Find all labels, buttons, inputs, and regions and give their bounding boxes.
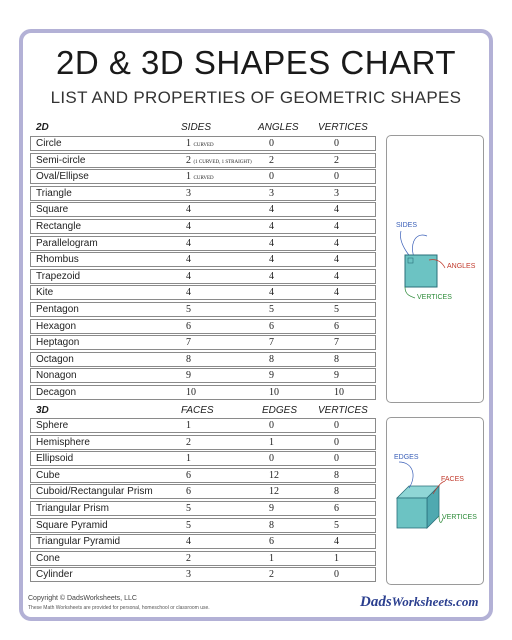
cell-value: 2 <box>186 154 191 166</box>
cell-vertices <box>334 204 339 215</box>
shape-name: Circle <box>36 138 62 149</box>
cell-value: 1 <box>269 436 274 448</box>
table-row <box>30 368 376 383</box>
cell-value: 5 <box>186 503 191 514</box>
header-sides: SIDES <box>181 122 212 133</box>
cell-sides <box>186 254 191 265</box>
cell-sides <box>186 370 191 381</box>
table-row <box>30 153 376 168</box>
cell-value: 5 <box>334 519 339 531</box>
cell-value: 4 <box>186 237 191 249</box>
cell-value: 10 <box>334 387 344 398</box>
cell-value: 5 <box>186 304 191 315</box>
cell-vertices <box>334 569 339 580</box>
cell-sides <box>186 204 191 215</box>
cell-vertices <box>334 354 339 365</box>
shape-name: Cuboid/Rectangular Prism <box>36 486 153 498</box>
shape-name: Triangular Pyramid <box>36 536 121 548</box>
label-faces: FACES <box>441 476 464 483</box>
shape-name: Heptagon <box>36 337 80 349</box>
table-row <box>30 319 376 334</box>
diagram-2d-box <box>386 135 484 403</box>
cell-value: 4 <box>334 536 339 548</box>
cell-value: 6 <box>334 503 339 514</box>
shape-name: Nonagon <box>36 370 77 382</box>
cell-value: 4 <box>186 287 191 299</box>
cell-faces <box>186 569 191 580</box>
cell-value: 1 <box>186 453 191 465</box>
cell-value: 2 <box>334 154 339 166</box>
cell-vertices <box>334 470 339 481</box>
sides-note: (1 CURVED, 1 STRAIGHT) <box>193 159 252 165</box>
cell-value: 6 <box>186 469 191 481</box>
cell-value: 1 <box>186 420 191 431</box>
cell-angles <box>269 337 274 348</box>
cell-vertices <box>334 536 339 547</box>
cell-value: 6 <box>186 486 191 498</box>
table-row <box>30 352 376 367</box>
label-vertices-2d: VERTICES <box>417 294 452 301</box>
table-row <box>30 484 376 499</box>
cell-value: 0 <box>334 453 339 465</box>
cell-value: 4 <box>334 287 339 299</box>
cell-value: 4 <box>269 221 274 232</box>
table-row <box>30 219 376 234</box>
cell-value: 12 <box>269 469 279 481</box>
cell-angles <box>269 204 274 215</box>
cell-value: 0 <box>334 569 339 581</box>
cell-value: 4 <box>186 221 191 232</box>
cell-value: 4 <box>334 254 339 266</box>
table-row <box>30 501 376 516</box>
cell-vertices <box>334 304 339 315</box>
cell-angles <box>269 221 274 232</box>
cell-angles <box>269 370 274 381</box>
header-2d: 2D <box>36 122 49 133</box>
table-row <box>30 269 376 284</box>
label-vertices-3d: VERTICES <box>442 514 477 521</box>
table-row <box>30 551 376 566</box>
cube-diagram <box>387 418 483 584</box>
cell-value: 8 <box>269 519 274 531</box>
cell-vertices <box>334 221 339 232</box>
table-row <box>30 534 376 549</box>
cell-faces <box>186 536 191 547</box>
shape-name: Hemisphere <box>36 436 90 448</box>
shape-name: Pentagon <box>36 304 79 315</box>
header-3d: 3D <box>36 405 49 416</box>
shape-name: Kite <box>36 287 54 299</box>
cell-value: 4 <box>186 204 191 216</box>
cell-edges <box>269 569 274 580</box>
cell-edges <box>269 486 279 497</box>
cell-angles <box>269 254 274 265</box>
sides-note: CURVED <box>193 143 214 148</box>
cell-value: 8 <box>334 486 339 498</box>
cell-edges <box>269 420 274 431</box>
cell-vertices <box>334 337 339 348</box>
cell-vertices <box>334 287 339 298</box>
cell-sides <box>186 188 191 199</box>
shape-name: Hexagon <box>36 320 77 332</box>
cell-value: 4 <box>269 254 274 266</box>
shape-name: Triangular Prism <box>36 503 109 514</box>
table-row <box>30 418 376 433</box>
table-row <box>30 385 376 400</box>
cell-value: 0 <box>269 138 274 149</box>
cell-vertices <box>334 453 339 464</box>
cell-value: 8 <box>186 353 191 365</box>
cell-sides <box>186 387 196 398</box>
shape-name: Cube <box>36 469 60 481</box>
cell-sides <box>186 238 191 249</box>
cell-sides <box>186 321 191 332</box>
cell-angles <box>269 354 274 365</box>
cell-value: 8 <box>269 353 274 365</box>
cell-value: 0 <box>334 171 339 183</box>
cell-faces <box>186 470 191 481</box>
cell-value: 5 <box>269 304 274 315</box>
table-row <box>30 567 376 582</box>
cell-value: 12 <box>269 486 279 498</box>
shape-name: Sphere <box>36 420 69 431</box>
cell-vertices <box>334 486 339 497</box>
cell-faces <box>186 437 191 448</box>
table-row <box>30 302 376 317</box>
cell-angles <box>269 271 274 282</box>
cell-angles <box>269 188 274 199</box>
shape-name: Square Pyramid <box>36 519 108 531</box>
cell-sides <box>186 271 191 282</box>
cell-value: 4 <box>269 287 274 299</box>
cell-value: 10 <box>269 387 279 398</box>
cell-faces <box>186 453 191 464</box>
sides-note: CURVED <box>193 176 214 182</box>
cell-sides <box>186 304 191 315</box>
cell-value: 0 <box>334 420 339 431</box>
cell-value: 4 <box>269 237 274 249</box>
table-row <box>30 468 376 483</box>
label-angles: ANGLES <box>447 263 476 270</box>
header-vertices-2d: VERTICES <box>318 122 368 133</box>
table-row <box>30 285 376 300</box>
cell-value: 4 <box>334 221 339 232</box>
cell-sides <box>186 155 252 166</box>
shape-name: Cylinder <box>36 569 73 581</box>
cell-edges <box>269 520 274 531</box>
shape-name: Rhombus <box>36 254 79 266</box>
cell-sides <box>186 171 214 182</box>
cell-value: 1 <box>186 171 191 183</box>
cell-vertices <box>334 188 339 199</box>
cell-value: 2 <box>186 436 191 448</box>
cell-value: 2 <box>269 569 274 581</box>
cell-vertices <box>334 254 339 265</box>
cell-vertices <box>334 437 339 448</box>
cell-value: 0 <box>269 453 274 465</box>
cell-vertices <box>334 553 339 564</box>
cell-faces <box>186 520 191 531</box>
cell-faces <box>186 420 191 431</box>
cell-vertices <box>334 138 339 149</box>
cell-value: 1 <box>334 552 339 564</box>
cell-faces <box>186 553 191 564</box>
shape-name: Oval/Ellipse <box>36 171 89 183</box>
cell-value: 7 <box>186 337 191 349</box>
cell-value: 9 <box>334 370 339 382</box>
cell-vertices <box>334 155 339 166</box>
cell-angles <box>269 238 274 249</box>
table-row <box>30 202 376 217</box>
cell-value: 4 <box>269 204 274 216</box>
shape-name: Octagon <box>36 353 74 365</box>
cell-value: 6 <box>269 320 274 332</box>
cell-value: 4 <box>334 204 339 216</box>
cell-value: 6 <box>186 320 191 332</box>
cell-value: 1 <box>269 552 274 564</box>
cell-sides <box>186 287 191 298</box>
cell-edges <box>269 503 274 514</box>
cell-vertices <box>334 271 339 282</box>
table-row <box>30 136 376 151</box>
cell-vertices <box>334 370 339 381</box>
shape-name: Triangle <box>36 187 72 199</box>
cell-angles <box>269 138 274 149</box>
cell-angles <box>269 321 274 332</box>
cell-value: 6 <box>334 320 339 332</box>
cell-value: 4 <box>334 237 339 249</box>
cell-value: 0 <box>334 436 339 448</box>
cell-edges <box>269 437 274 448</box>
header-faces: FACES <box>181 405 214 416</box>
cell-value: 10 <box>186 387 196 398</box>
label-edges: EDGES <box>394 454 419 461</box>
cell-faces <box>186 503 191 514</box>
cell-vertices <box>334 387 344 398</box>
cell-vertices <box>334 520 339 531</box>
cell-vertices <box>334 238 339 249</box>
cell-value: 5 <box>186 519 191 531</box>
shape-name: Ellipsoid <box>36 453 74 465</box>
cell-sides <box>186 354 191 365</box>
cell-value: 3 <box>334 187 339 199</box>
cell-value: 7 <box>269 337 274 349</box>
diagram-3d-box <box>386 417 484 585</box>
cell-angles <box>269 387 279 398</box>
cell-vertices <box>334 503 339 514</box>
cell-value: 6 <box>269 536 274 548</box>
cell-value: 3 <box>269 187 274 199</box>
table-row <box>30 169 376 184</box>
logo-rest: Worksheets.com <box>391 594 479 609</box>
cell-value: 8 <box>334 353 339 365</box>
cell-sides <box>186 337 191 348</box>
cell-value: 4 <box>186 270 191 282</box>
cell-value: 2 <box>186 552 191 564</box>
cell-sides <box>186 138 214 149</box>
cell-value: 0 <box>334 138 339 149</box>
table-row <box>30 252 376 267</box>
cell-value: 3 <box>186 569 191 581</box>
cell-value: 3 <box>186 187 191 199</box>
cell-vertices <box>334 171 339 182</box>
header-edges: EDGES <box>262 405 298 416</box>
header-angles: ANGLES <box>258 122 299 133</box>
cell-edges <box>269 453 274 464</box>
logo-main: Dads <box>360 594 392 610</box>
shape-name: Trapezoid <box>36 270 81 282</box>
cell-vertices <box>334 420 339 431</box>
cell-value: 0 <box>269 171 274 183</box>
usage-note: These Math Worksheets are provided for personal, homeschool or classroom use. <box>28 605 210 611</box>
copyright-text: Copyright © DadsWorksheets, LLC <box>28 595 137 602</box>
shape-name: Semi-circle <box>36 154 86 166</box>
cell-sides <box>186 221 191 232</box>
dadsworksheets-logo <box>360 594 478 611</box>
cell-value: 9 <box>269 503 274 514</box>
shape-name: Square <box>36 204 69 216</box>
cell-value: 9 <box>186 370 191 382</box>
table-row <box>30 236 376 251</box>
table-row <box>30 435 376 450</box>
cell-value: 4 <box>186 254 191 266</box>
cell-value: 1 <box>186 138 191 149</box>
cell-edges <box>269 470 279 481</box>
cell-angles <box>269 171 274 182</box>
shape-name: Rectangle <box>36 221 82 232</box>
cell-value: 9 <box>269 370 274 382</box>
cell-value: 4 <box>269 270 274 282</box>
page-subtitle: LIST AND PROPERTIES OF GEOMETRIC SHAPES <box>50 88 462 107</box>
shape-name: Decagon <box>36 387 77 398</box>
table-row <box>30 518 376 533</box>
shape-name: Cone <box>36 552 60 564</box>
cell-value: 0 <box>269 420 274 431</box>
table-row <box>30 335 376 350</box>
cell-vertices <box>334 321 339 332</box>
cell-edges <box>269 536 274 547</box>
cell-angles <box>269 287 274 298</box>
cell-edges <box>269 553 274 564</box>
cell-value: 7 <box>334 337 339 349</box>
page-title: 2D & 3D SHAPES CHART <box>55 44 456 81</box>
cell-angles <box>269 155 274 166</box>
table-row <box>30 451 376 466</box>
cell-value: 4 <box>186 536 191 548</box>
shape-name: Parallelogram <box>36 237 98 249</box>
cell-value: 5 <box>334 304 339 315</box>
cell-faces <box>186 486 191 497</box>
table-row <box>30 186 376 201</box>
cell-angles <box>269 304 274 315</box>
cell-value: 2 <box>269 154 274 166</box>
cell-value: 4 <box>334 270 339 282</box>
header-vertices-3d: VERTICES <box>318 405 368 416</box>
label-sides: SIDES <box>396 222 418 229</box>
cell-value: 8 <box>334 469 339 481</box>
